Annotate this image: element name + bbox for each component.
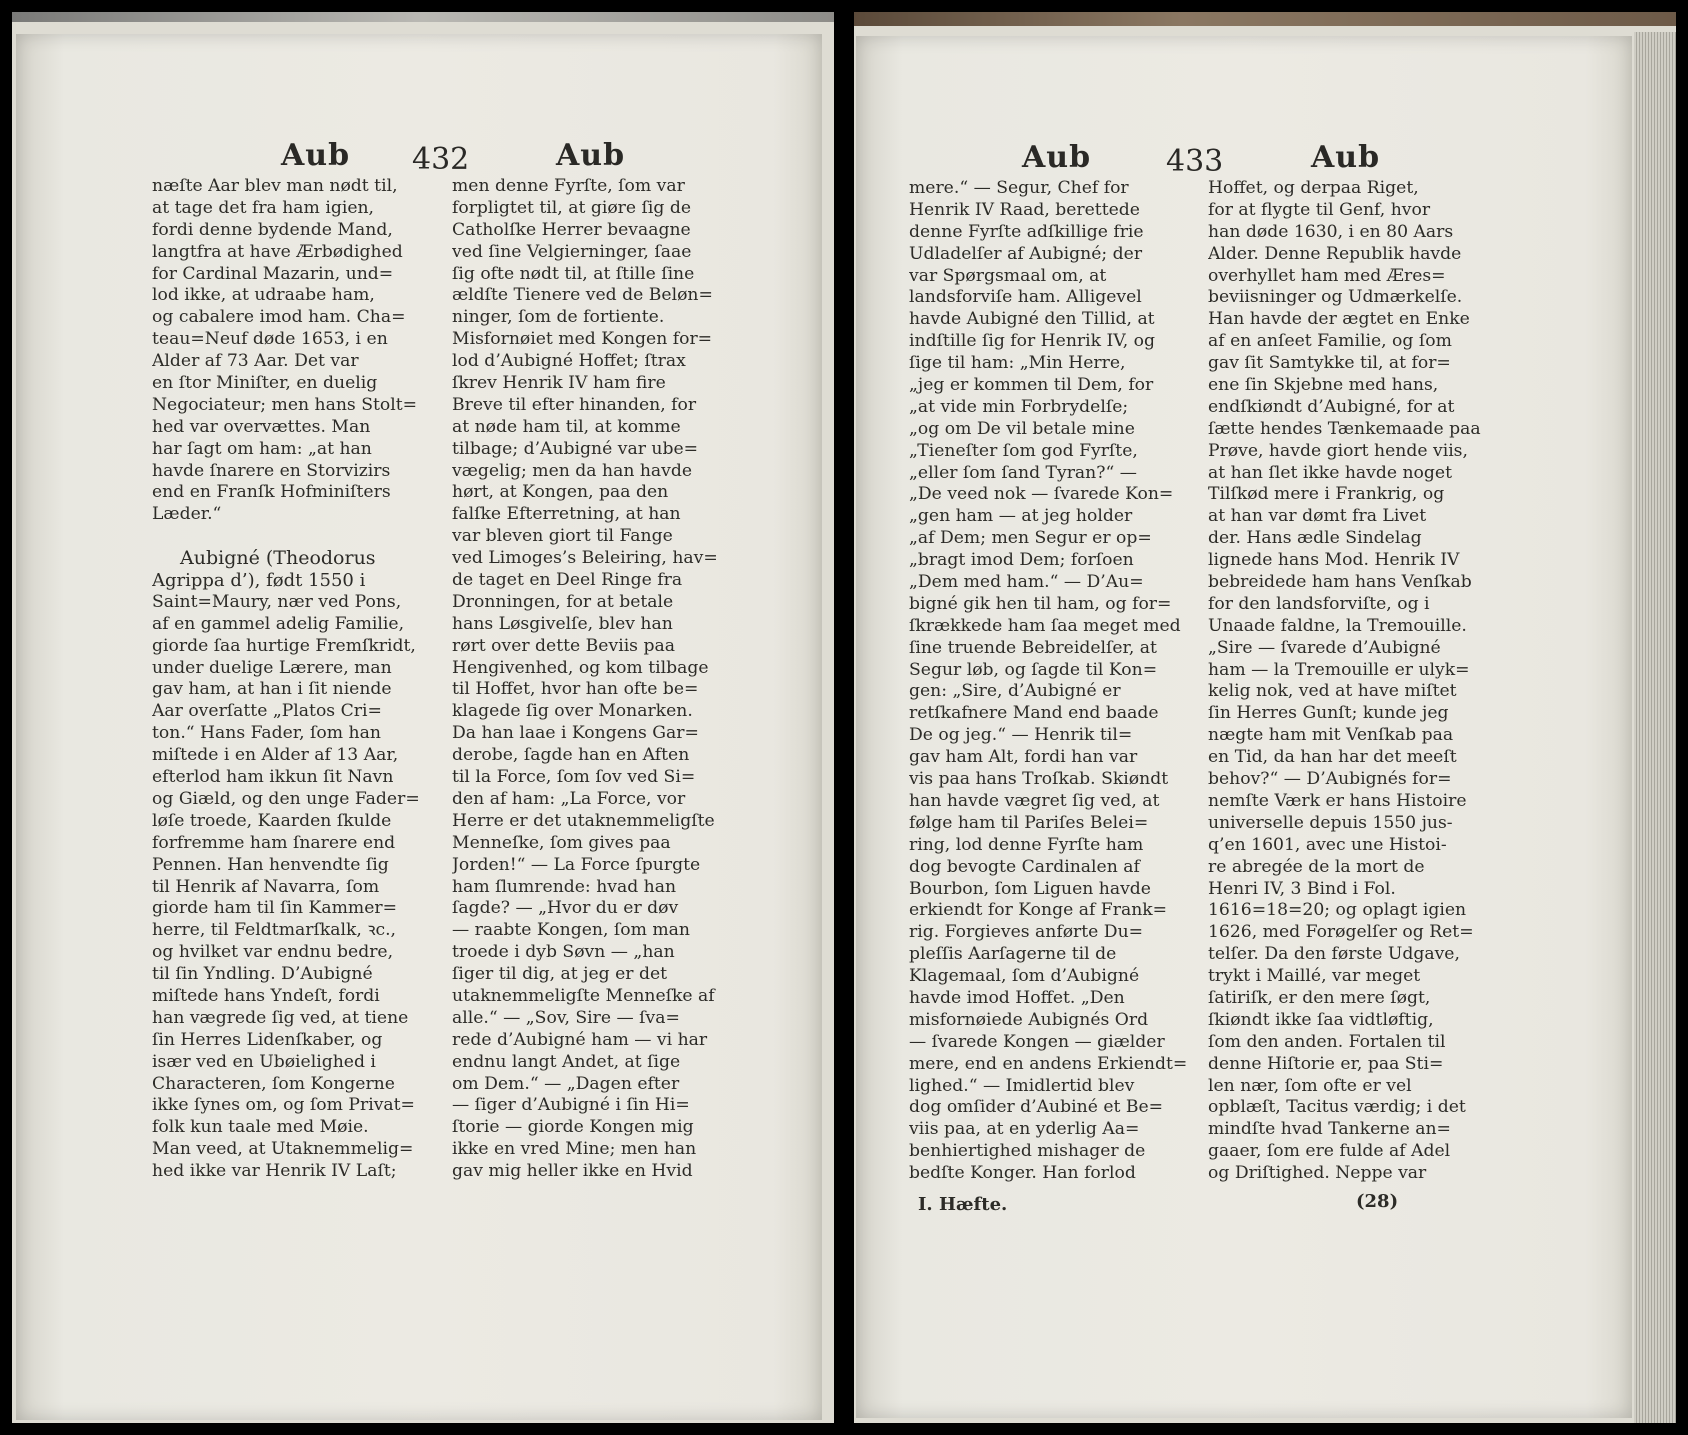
left-page-column-2 — [452, 176, 734, 1183]
text-line: „Tieneſter ſom god Fyrſte, — [909, 440, 1138, 461]
text-line: ham — la Tremouille er ulyk= — [1208, 659, 1470, 680]
text-line: opblæſt, Tacitus værdig; i det — [1208, 1097, 1466, 1118]
text-line: Udladelſer af Aubigné; der — [909, 243, 1143, 264]
text-line: end en Franſk Hofminiſters — [152, 482, 391, 503]
text-line: Prøve, havde giort hende viis, — [1208, 440, 1468, 461]
text-line: han vægrede ſig ved, at tiene — [152, 1007, 409, 1028]
text-line: hørt, at Kongen, paa den — [452, 482, 669, 503]
text-line: misfornøiede Aubignés Ord — [909, 1009, 1149, 1030]
text-line: en Tid, da han har det meeſt — [1208, 747, 1457, 768]
text-line: til la Force, ſom ſov ved Si= — [452, 767, 696, 788]
text-line: ældſte Tienere ved de Beløn= — [452, 285, 713, 306]
right-page-scan — [854, 12, 1676, 1423]
text-line: at tage det fra ham igien, — [152, 197, 375, 218]
text-line: Jorden!“ — La Force ſpurgte — [452, 854, 701, 875]
text-line: ikke en vred Mine; men han — [452, 1139, 697, 1160]
right-page-column-1 — [909, 178, 1194, 1185]
running-headword-right: Aub — [1311, 140, 1381, 175]
running-headword-right: Aub — [556, 138, 626, 173]
text-line: „Dem med ham.“ — D’Au= — [909, 572, 1144, 593]
text-line: den af ham: „La Force, vor — [452, 788, 686, 809]
text-line: herre, til Feldtmarſkalk, ꝛc., — [152, 920, 397, 941]
text-line: utaknemmeligſte Menneſke af — [452, 985, 715, 1006]
text-line: Catholſke Herrer bevaagne — [452, 219, 691, 240]
text-line: ninger, ſom de fortiente. — [452, 307, 665, 328]
text-line: 1616=18=20; og oplagt igien — [1208, 900, 1467, 921]
text-line: lod d’Aubigné Hoffet; ſtrax — [452, 351, 686, 372]
text-line: Unaade faldne, la Tremouille. — [1208, 615, 1467, 636]
text-line: giorde ſaa hurtige Fremſkridt, — [152, 635, 416, 656]
text-line: gaaer, ſom ere fulde af Adel — [1208, 1141, 1451, 1162]
text-line: gav ſit Samtykke til, at for= — [1208, 353, 1451, 374]
text-line: „Sire — ſvarede d’Aubigné — [1208, 637, 1441, 658]
text-line: tilbage; d’Aubigné var ube= — [452, 438, 699, 459]
text-line: gen: „Sire, d’Aubigné er — [909, 681, 1121, 702]
text-line: derobe, ſagde han en Aften — [452, 745, 690, 766]
text-line: bedſte Konger. Han forlod — [909, 1163, 1136, 1184]
text-line: følge ham til Pariſes Belei= — [909, 812, 1149, 833]
text-line: endſkiøndt d’Aubigné, for at — [1208, 396, 1455, 417]
text-line: kelig nok, ved at have miſtet — [1208, 681, 1457, 702]
text-line: ring, lod denne Fyrſte ham — [909, 834, 1144, 855]
text-line: ſom den anden. Fortalen til — [1208, 1031, 1446, 1052]
text-line: denne Hiſtorie er, paa Sti= — [1208, 1053, 1444, 1074]
text-line: har ſagt om ham: „at han — [152, 438, 372, 459]
text-line: ſkrækkede ham ſaa meget med — [909, 615, 1181, 636]
text-line: en ſtor Miniſter, en duelig — [152, 373, 378, 394]
page-number: 433 — [1166, 144, 1224, 179]
running-headword-left: Aub — [1022, 140, 1092, 175]
running-headword-left: Aub — [281, 138, 351, 173]
text-line: ſkiøndt ikke ſaa vidtløftig, — [1208, 1009, 1434, 1030]
text-line: trykt i Maillé, var meget — [1208, 966, 1421, 987]
text-line: ſige til ham: „Min Herre, — [909, 353, 1126, 374]
text-line: bebreidede ham hans Venſkab — [1208, 572, 1472, 593]
text-line: havde ſnarere en Storvizirs — [152, 460, 391, 481]
text-line: Dronningen, for at betale — [452, 591, 674, 612]
text-line: efterlod ham ikkun ſit Navn — [152, 767, 394, 788]
text-line: q’en 1601, avec une Histoi- — [1208, 834, 1447, 855]
text-line: — raabte Kongen, ſom man — [452, 920, 690, 941]
text-line: ſin Herres Lidenſkaber, og — [152, 1029, 383, 1050]
text-line: til ſin Yndling. D’Aubigné — [152, 964, 373, 985]
text-line: der. Hans ædle Sindelag — [1208, 528, 1422, 549]
text-line: havde imod Hoffet. „Den — [909, 987, 1125, 1008]
text-line: at han var dømt fra Livet — [1208, 506, 1427, 527]
right-page-header — [856, 132, 1632, 182]
text-line: til Hoffet, hvor han ofte be= — [452, 679, 699, 700]
text-line: indſtille ſig for Henrik IV, og — [909, 331, 1155, 352]
text-line: beviisninger og Udmærkelſe. — [1208, 287, 1463, 308]
text-line: — ſvarede Kongen — giælder — [909, 1031, 1165, 1052]
text-line: Bourbon, ſom Liguen havde — [909, 878, 1151, 899]
text-line: løſe troede, Kaarden ſkulde — [152, 810, 392, 831]
right-page — [856, 36, 1632, 1418]
text-line: endnu langt Andet, at ſige — [452, 1051, 681, 1072]
page-number: 432 — [412, 142, 470, 177]
text-line: rede d’Aubigné ham — vi har — [452, 1029, 708, 1050]
text-line: viis paa, at en yderlig Aa= — [909, 1119, 1140, 1140]
text-line: dog omſider d’Aubiné et Be= — [909, 1097, 1164, 1118]
text-line: „jeg er kommen til Dem, for — [909, 375, 1154, 396]
text-line: ſiger til dig, at jeg er det — [452, 964, 668, 985]
text-line: især ved en Ubøielighed i — [152, 1051, 376, 1072]
text-line: gav ham, at han i ſit niende — [152, 679, 392, 700]
text-line: ikke ſynes om, og ſom Privat= — [152, 1095, 415, 1116]
text-line: for den landsforviſte, og i — [1208, 593, 1430, 614]
text-line: lod ikke, at udraabe ham, — [152, 285, 375, 306]
text-line: af en anſeet Familie, og ſom — [1208, 331, 1452, 352]
text-line: Hengivenhed, og kom tilbage — [452, 657, 709, 678]
book-page-edges — [1634, 32, 1676, 1423]
text-line: for Cardinal Mazarin, und= — [152, 263, 394, 284]
text-line: „og om De vil betale mine — [909, 418, 1135, 439]
text-line: for at flygte til Genf, hvor — [1208, 199, 1431, 220]
text-line: men denne Fyrſte, ſom var — [452, 176, 685, 196]
text-line: troede i dyb Søvn — „han — [452, 942, 675, 963]
text-line: Tilſkød mere i Frankrig, og — [1208, 484, 1445, 505]
text-line: fordi denne bydende Mand, — [152, 219, 393, 240]
text-line: om Dem.“ — „Dagen efter — [452, 1073, 680, 1094]
text-line: rig. Forgieves anførte Du= — [909, 922, 1144, 943]
text-line: forpligtet til, at giøre ſig de — [452, 197, 692, 218]
text-line: miſtede hans Yndeſt, fordi — [152, 985, 380, 1006]
text-line: ved ſine Velgierninger, ſaae — [452, 241, 692, 262]
text-line: Klagemaal, ſom d’Aubigné — [909, 966, 1140, 987]
text-line: rørt over dette Beviis paa — [452, 635, 675, 656]
text-line: Segur løb, og ſagde til Kon= — [909, 659, 1158, 680]
text-line: folk kun taale med Møie. — [152, 1117, 369, 1138]
text-line: forfremme ham ſnarere end — [152, 832, 396, 853]
text-line: denne Fyrſte adſkillige frie — [909, 221, 1144, 242]
text-line: lignede hans Mod. Henrik IV — [1208, 550, 1460, 571]
text-line: landsforviſe ham. Alligevel — [909, 287, 1142, 308]
text-line: ved Limoges’s Beleiring, hav= — [452, 548, 718, 569]
text-line: klagede ſig over Monarken. — [452, 701, 693, 722]
text-line: ſtorie — giorde Kongen mig — [452, 1117, 694, 1138]
text-line: re abregée de la mort de — [1208, 856, 1425, 877]
text-line: gav mig heller ikke en Hvid — [452, 1161, 693, 1182]
text-line: 1626, med Forøgelſer og Ret= — [1208, 922, 1474, 943]
text-line: retſkafnere Mand end baade — [909, 703, 1159, 724]
text-line: Man veed, at Utaknemmelig= — [152, 1139, 414, 1160]
text-line: var Spørgsmaal om, at — [909, 265, 1107, 286]
text-line: vis paa hans Troſkab. Skiøndt — [909, 769, 1169, 790]
text-line: „eller ſom ſand Tyran?“ — — [909, 462, 1137, 483]
catchword: (28) — [1356, 1191, 1399, 1212]
text-line: len nær, ſom ofte er vel — [1208, 1075, 1412, 1096]
text-line: alle.“ — „Sov, Sire — ſva= — [452, 1007, 680, 1028]
printer-signature: I. Hæfte. — [918, 1194, 1008, 1215]
text-line: universelle depuis 1550 jus- — [1208, 812, 1453, 833]
text-line: hed var overvættes. Man — [152, 416, 371, 437]
text-line: „De veed nok — ſvarede Kon= — [909, 484, 1174, 505]
text-line: Henrik IV Raad, berettede — [909, 199, 1140, 220]
text-line: til Henrik af Navarra, ſom — [152, 876, 380, 897]
text-line: „bragt imod Dem; forſoen — [909, 550, 1134, 571]
left-page-header — [16, 130, 822, 180]
text-line: Saint=Maury, nær ved Pons, — [152, 591, 402, 612]
text-line: teau=Neuf døde 1653, i en — [152, 329, 388, 350]
text-line: ſin Herres Gunſt; kunde jeg — [1208, 703, 1449, 724]
text-line: var bleven giort til Fange — [452, 526, 673, 547]
text-line: ſig ofte nødt til, at ſtille ſine — [452, 263, 695, 284]
text-line: Agrippa d’), født 1550 i — [152, 570, 366, 592]
text-line: af en gammel adelig Familie, — [152, 613, 405, 634]
text-line: Misfornøiet med Kongen for= — [452, 329, 713, 350]
text-line: gav ham Alt, fordi han var — [909, 747, 1138, 768]
text-line: Negociateur; men hans Stolt= — [152, 394, 418, 415]
left-page — [16, 34, 822, 1420]
text-line: telſer. Da den første Udgave, — [1208, 944, 1460, 965]
text-line: De og jeg.“ — Henrik til= — [909, 725, 1133, 746]
text-line: ſatiriſk, er den mere ſøgt, — [1208, 987, 1431, 1008]
text-line: ſkrev Henrik IV ham fire — [452, 373, 666, 394]
text-line: og cabalere imod ham. Cha= — [152, 307, 406, 328]
right-page-column-2 — [1208, 178, 1483, 1185]
text-line: mindſte hvad Tankerne an= — [1208, 1119, 1451, 1140]
text-line: under duelige Lærere, man — [152, 657, 392, 678]
book-top-edge — [12, 12, 834, 22]
text-line: og hvilket var endnu bedre, — [152, 942, 394, 963]
text-line: giorde ham til ſin Kammer= — [152, 898, 398, 919]
text-line: „af Dem; men Segur er op= — [909, 528, 1152, 549]
text-line: behov?“ — D’Aubignés for= — [1208, 769, 1452, 790]
text-line: at nøde ham til, at komme — [452, 416, 681, 437]
text-line: og Giæld, og den unge Fader= — [152, 788, 420, 809]
text-line: nemſte Værk er hans Histoire — [1208, 790, 1467, 811]
left-page-column-1 — [152, 176, 432, 1183]
text-line: miſtede i en Alder af 13 Aar, — [152, 745, 399, 766]
text-line: ſagde? — „Hvor du er døv — [452, 898, 679, 919]
text-line: ham ſlumrende: hvad han — [452, 876, 677, 897]
text-line: Alder af 73 Aar. Det var — [152, 351, 359, 372]
text-line: han døde 1630, i en 80 Aars — [1208, 221, 1454, 242]
text-line: Henri IV, 3 Bind i Fol. — [1208, 878, 1396, 899]
text-line: Aubigné (Theodorus — [180, 548, 376, 570]
text-line: Da han laae i Kongens Gar= — [452, 723, 699, 744]
text-line: bigné gik hen til ham, og for= — [909, 593, 1172, 614]
text-line: nægte ham mit Venſkab paa — [1208, 725, 1454, 746]
text-line: benhiertighed mishager de — [909, 1141, 1146, 1162]
text-line: Herre er det utaknemmeligſte — [452, 810, 715, 831]
text-line — [152, 526, 432, 548]
text-line: hed ikke var Henrik IV Laſt; — [152, 1161, 397, 1182]
text-line: hans Løsgivelſe, blev han — [452, 613, 673, 634]
text-line: Aar overſatte „Platos Cri= — [152, 701, 382, 722]
text-line: mere, end en andens Erkiendt= — [909, 1053, 1188, 1074]
book-top-edge — [854, 12, 1676, 26]
text-line: Characteren, ſom Kongerne — [152, 1073, 395, 1094]
text-line: overhyllet ham med Æres= — [1208, 265, 1446, 286]
text-line: falſke Efterretning, at han — [452, 504, 681, 525]
text-line: Breve til efter hinanden, for — [452, 394, 697, 415]
text-line: dog bevogte Cardinalen af — [909, 856, 1140, 877]
text-line: ſætte hendes Tænkemaade paa — [1208, 418, 1481, 439]
text-line: Pennen. Han henvendte ſig — [152, 854, 389, 875]
text-line: — ſiger d’Aubigné i ſin Hi= — [452, 1095, 690, 1116]
text-line: de taget en Deel Ringe fra — [452, 570, 683, 591]
text-line: vægelig; men da han havde — [452, 460, 693, 481]
text-line: at han ſlet ikke havde noget — [1208, 462, 1452, 483]
text-line: ſine truende Bebreidelſer, at — [909, 637, 1157, 658]
text-line: Hoffet, og derpaa Riget, — [1208, 178, 1419, 198]
text-line: han havde vægret ſig ved, at — [909, 790, 1160, 811]
text-line: mere.“ — Segur, Chef for — [909, 178, 1129, 198]
text-line: lighed.“ — Imidlertid blev — [909, 1075, 1135, 1096]
text-line: erkiendt for Konge af Frank= — [909, 900, 1168, 921]
text-line: pleſſis Aarſagerne til de — [909, 944, 1117, 965]
text-line: „gen ham — at jeg holder — [909, 506, 1133, 527]
text-line: langtfra at have Ærbødighed — [152, 241, 403, 262]
text-line: Alder. Denne Republik havde — [1208, 243, 1462, 264]
text-line: Menneſke, ſom gives paa — [452, 832, 671, 853]
text-line: ton.“ Hans Fader, ſom han — [152, 723, 381, 744]
text-line: havde Aubigné den Tillid, at — [909, 309, 1155, 330]
text-line: næſte Aar blev man nødt til, — [152, 176, 398, 196]
text-line: og Driſtighed. Neppe var — [1208, 1163, 1427, 1184]
left-page-scan — [12, 12, 834, 1423]
text-line: Han havde der ægtet en Enke — [1208, 309, 1470, 330]
text-line: Læder.“ — [152, 504, 222, 525]
text-line: ene ſin Skjebne med hans, — [1208, 375, 1439, 396]
text-line: „at vide min Forbrydelſe; — [909, 396, 1129, 417]
